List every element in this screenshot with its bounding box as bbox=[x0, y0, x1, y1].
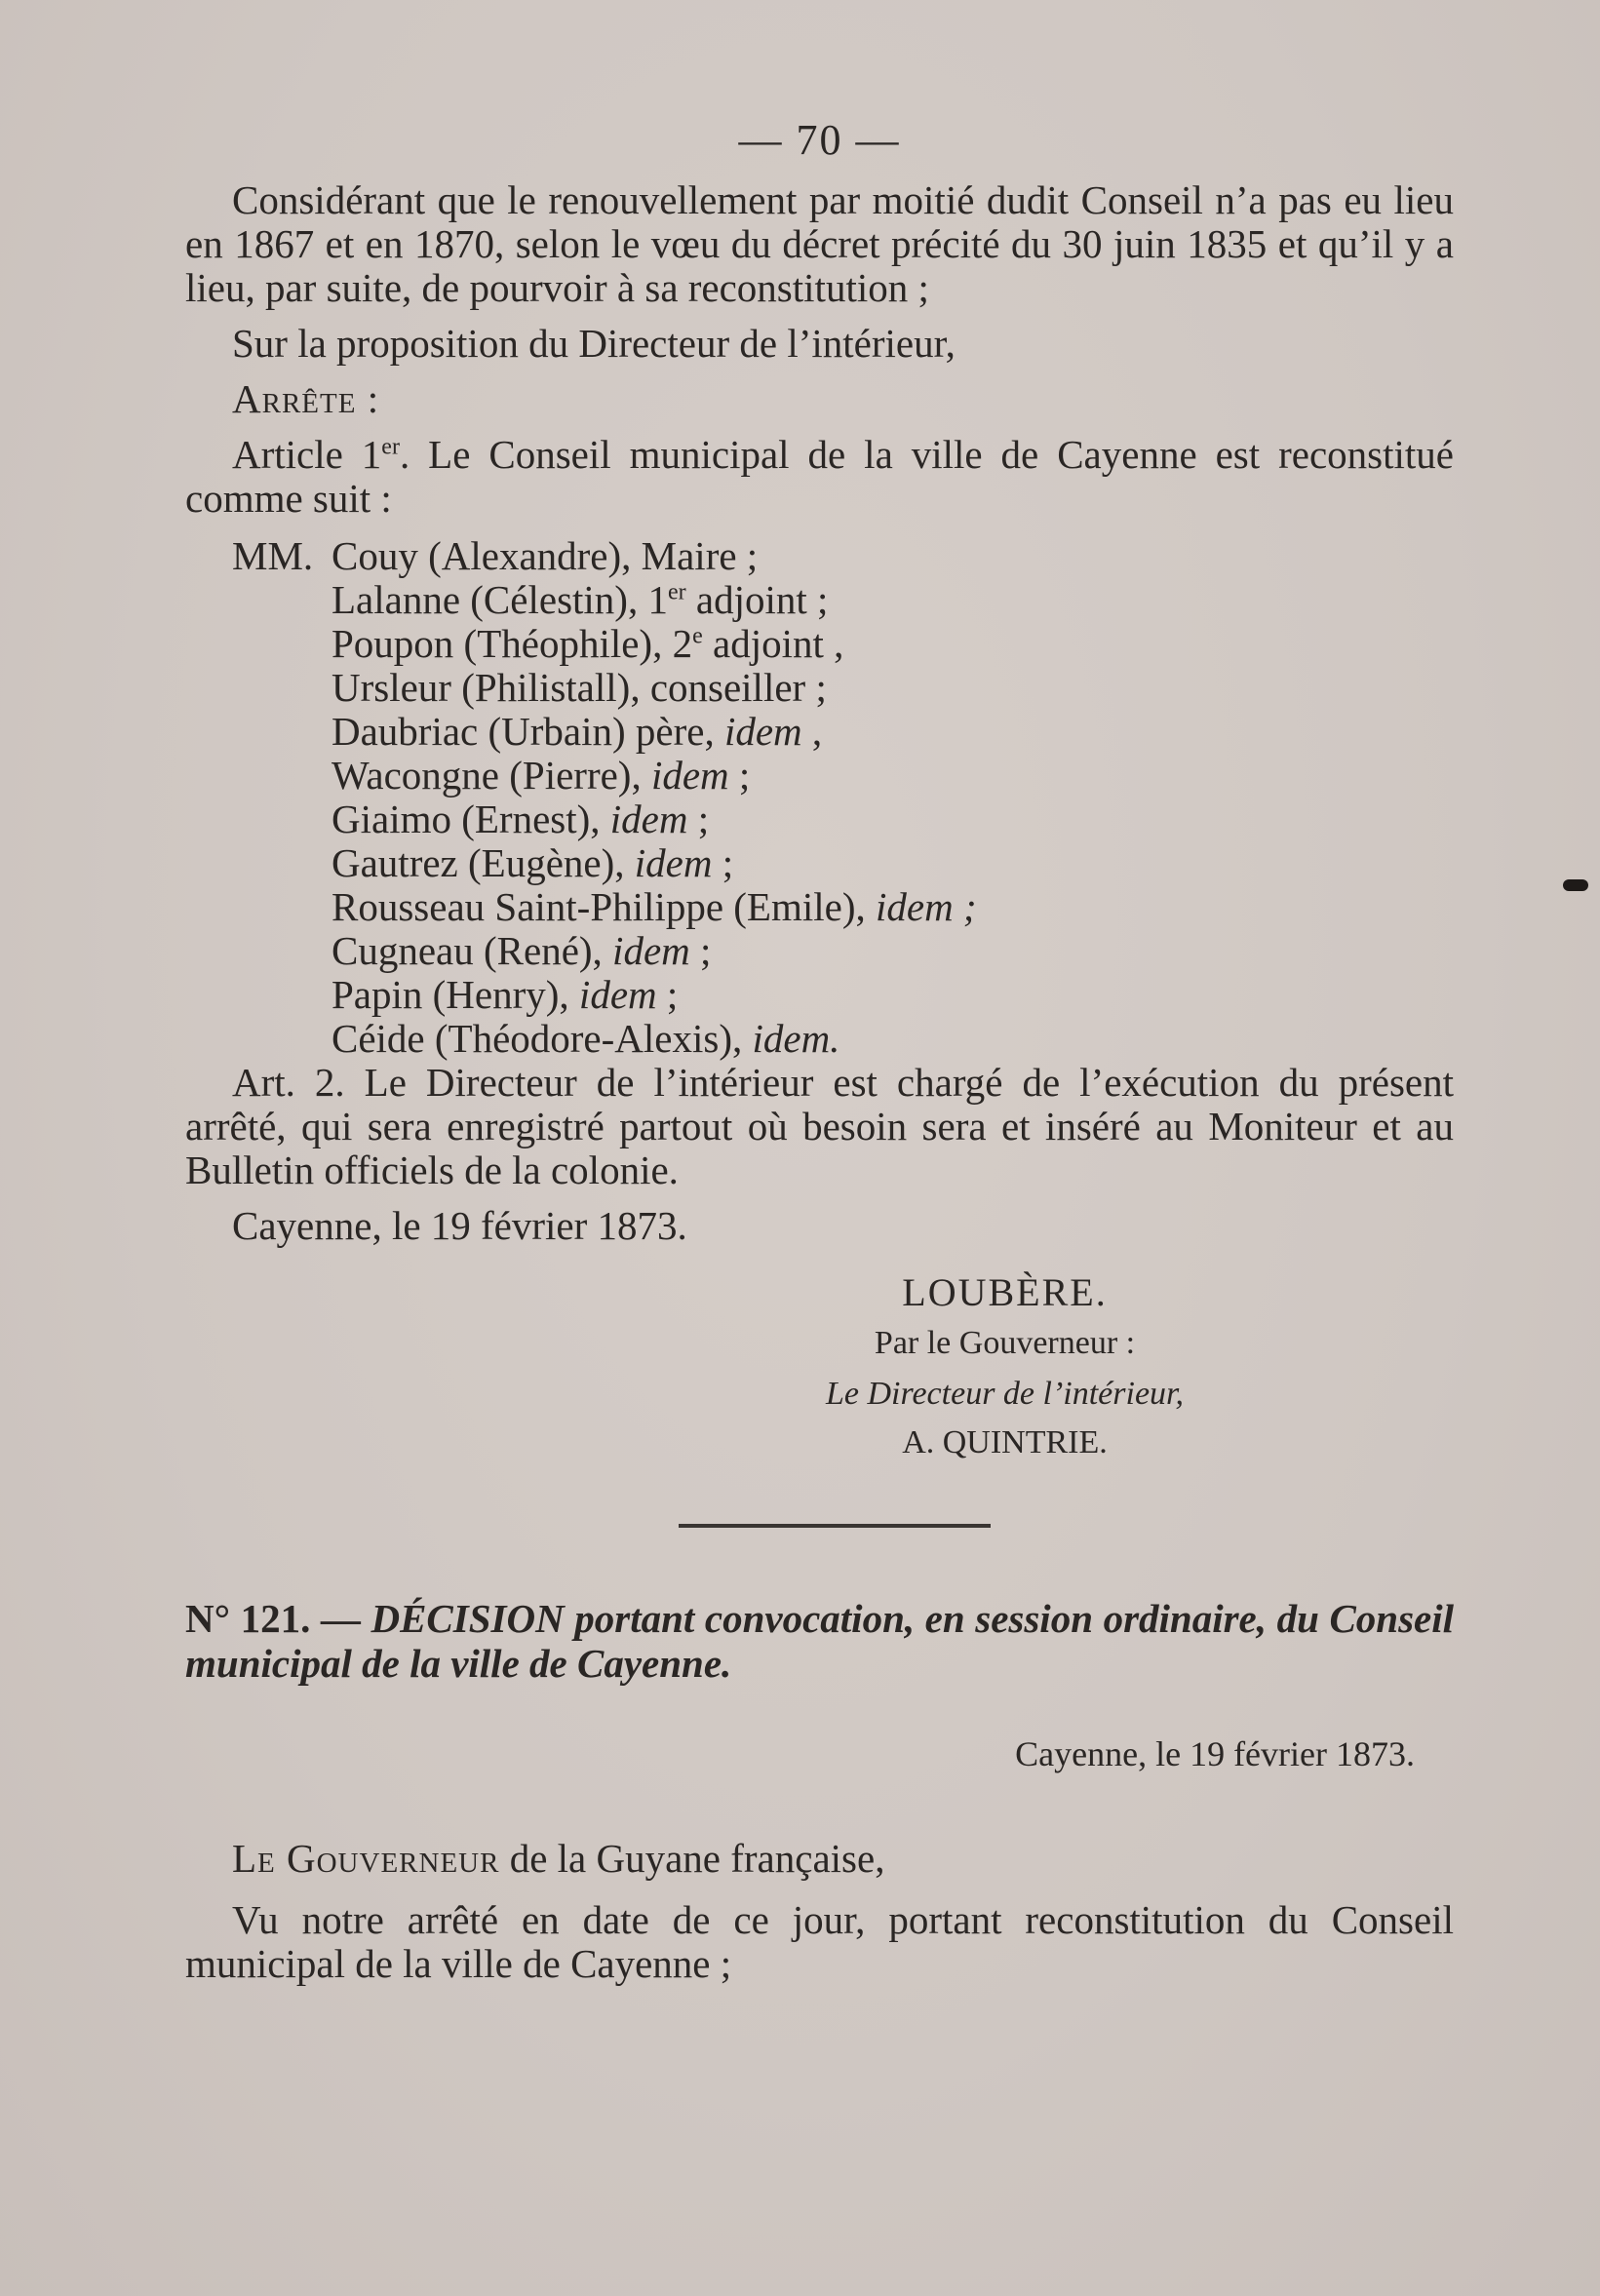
gouverneur-rest: de la Guyane française, bbox=[499, 1836, 885, 1881]
signature-role: Le Directeur de l’intérieur, bbox=[826, 1376, 1184, 1412]
member-idem: idem ; bbox=[875, 884, 977, 929]
member-text: Cugneau (René), bbox=[332, 928, 613, 973]
decision-title-rest: portant convocation, en session ordinaire, du Conseil municipal de la ville de Cayenne. bbox=[185, 1596, 1455, 1686]
member-line bbox=[185, 798, 1454, 841]
article-1 bbox=[185, 433, 1454, 521]
article-1-sup: er bbox=[381, 434, 400, 460]
gouverneur-line bbox=[185, 1837, 1454, 1881]
article-2: Art. 2. Le Directeur de l’intérieur est chargé de l’exécution du présent arrêté, qui sera enregistré partout où besoin sera et inséré au Moniteur et au Bulletin officiels de la colonie. bbox=[185, 1060, 1454, 1192]
member-line bbox=[185, 710, 1454, 754]
section-divider bbox=[679, 1524, 991, 1528]
member-text: Wacongne (Pierre), bbox=[332, 753, 651, 798]
page-number: — 70 — bbox=[738, 116, 901, 164]
member-text: Gautrez (Eugène), bbox=[332, 840, 635, 885]
article-1-text: . Le Conseil municipal de la ville de Cayenne est reconstitué comme suit : bbox=[185, 432, 1454, 521]
member-text: Couy (Alexandre), Maire ; bbox=[332, 533, 759, 578]
member-line bbox=[185, 929, 1454, 973]
member-idem: idem bbox=[634, 840, 713, 885]
members-list bbox=[185, 534, 1454, 1061]
member-idem: idem bbox=[723, 709, 802, 754]
member-text: Giaimo (Ernest), bbox=[332, 797, 610, 841]
margin-ink-mark bbox=[1563, 879, 1588, 891]
member-line bbox=[185, 973, 1454, 1017]
member-line bbox=[185, 666, 1454, 710]
member-text: Céide (Théodore-Alexis), bbox=[332, 1016, 753, 1061]
governor-signature: LOUBÈRE. bbox=[902, 1270, 1108, 1314]
member-idem: idem. bbox=[752, 1016, 840, 1061]
article-1-label: Article 1 bbox=[232, 432, 382, 477]
member-text: Daubriac (Urbain) père, bbox=[332, 709, 724, 754]
members-prefix: MM. bbox=[232, 533, 314, 578]
member-after: ; bbox=[689, 928, 712, 973]
member-line bbox=[185, 534, 1454, 578]
countersignature: A. QUINTRIE. bbox=[902, 1424, 1108, 1460]
member-after: adjoint , bbox=[702, 621, 844, 666]
member-sup: er bbox=[667, 579, 686, 605]
member-idem: idem bbox=[612, 928, 690, 973]
member-line bbox=[185, 578, 1454, 622]
member-line bbox=[185, 841, 1454, 885]
decision-date: Cayenne, le 19 février 1873. bbox=[1015, 1734, 1415, 1773]
vu-paragraph: Vu notre arrêté en date de ce jour, portant reconstitution du Conseil municipal de la ville de Cayenne ; bbox=[185, 1897, 1454, 1986]
gouverneur-title: Le Gouverneur bbox=[232, 1836, 500, 1881]
member-line bbox=[185, 622, 1454, 666]
decision-number: N° 121. — bbox=[185, 1596, 361, 1641]
signature-block bbox=[556, 1269, 1454, 1463]
member-after: ; bbox=[712, 840, 734, 885]
member-after: ; bbox=[728, 753, 751, 798]
member-idem: idem bbox=[578, 972, 657, 1017]
member-sup: e bbox=[692, 623, 703, 649]
decision-title: DÉCISION bbox=[371, 1596, 565, 1641]
member-line bbox=[185, 754, 1454, 798]
member-text: Ursleur (Philistall), conseiller ; bbox=[332, 665, 827, 710]
member-text: Lalanne (Célestin), 1 bbox=[332, 577, 668, 622]
member-line bbox=[185, 1017, 1454, 1061]
member-line bbox=[185, 885, 1454, 929]
member-idem: idem bbox=[609, 797, 688, 841]
member-after: ; bbox=[656, 972, 679, 1017]
member-text: Poupon (Théophile), 2 bbox=[332, 621, 693, 666]
considerant-paragraph: Considérant que le renouvellement par moitié dudit Conseil n’a pas eu lieu en 1867 et en 1870, selon le vœu du décret précité du 30 juin 1835 et qu’il y a lieu, par suite, de pourvoir à sa reconstitution ; bbox=[185, 177, 1454, 310]
member-text: Papin (Henry), bbox=[332, 972, 579, 1017]
signature-by: Par le Gouverneur : bbox=[874, 1325, 1136, 1361]
member-idem: idem bbox=[650, 753, 729, 798]
decision-heading bbox=[185, 1596, 1454, 1686]
arrete-heading: Arrête : bbox=[232, 376, 380, 421]
proposition-paragraph: Sur la proposition du Directeur de l’intérieur, bbox=[232, 321, 956, 366]
member-text: Rousseau Saint-Philippe (Emile), bbox=[332, 884, 876, 929]
member-after: ; bbox=[687, 797, 710, 841]
place-date: Cayenne, le 19 février 1873. bbox=[232, 1203, 687, 1248]
member-after: , bbox=[801, 709, 823, 754]
member-after: adjoint ; bbox=[685, 577, 829, 622]
